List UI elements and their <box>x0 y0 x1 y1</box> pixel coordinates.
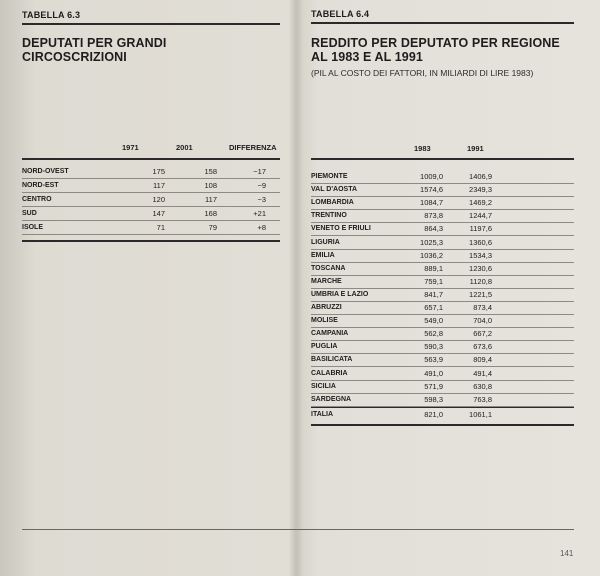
value-differenza: −9 <box>257 181 266 190</box>
table-row <box>311 171 574 184</box>
value-2001: 158 <box>204 167 217 176</box>
table-row <box>311 328 574 341</box>
region-name: VENETO E FRIULI <box>311 225 371 233</box>
table-row <box>311 354 574 367</box>
table-row <box>22 194 280 207</box>
value-1991: 667,2 <box>473 329 492 339</box>
region-name: CAMPANIA <box>311 330 349 338</box>
value-1991: 763,8 <box>473 394 492 404</box>
right-title-line-1: REDDITO PER DEPUTATO PER REGIONE <box>311 36 560 50</box>
value-1991: 630,8 <box>473 381 492 391</box>
table-row <box>22 166 280 179</box>
right-table-subtitle: (PIL AL COSTO DEI FATTORI, IN MILIARDI DI LIRE 1983) <box>311 68 534 78</box>
value-1991: 1244,7 <box>469 211 492 221</box>
table-row <box>311 276 574 289</box>
value-1991: 1230,6 <box>469 263 492 273</box>
table-row <box>311 237 574 250</box>
book-gutter <box>289 0 303 576</box>
value-1991: 1197,6 <box>469 224 492 234</box>
table-row <box>311 184 574 197</box>
value-1991: 809,4 <box>473 355 492 365</box>
value-1991: 873,4 <box>473 303 492 312</box>
value-1991: 2349,3 <box>469 185 492 195</box>
value-2001: 108 <box>204 181 217 190</box>
value-1991: 1534,3 <box>469 250 492 260</box>
value-1971: 71 <box>156 223 165 232</box>
right-bottom-rule <box>311 424 574 426</box>
value-1991: 1406,9 <box>469 172 492 181</box>
left-top-rule <box>22 23 280 25</box>
value-1983: 562,8 <box>424 329 443 339</box>
table-row <box>22 180 280 193</box>
region-name: TRENTINO <box>311 212 347 220</box>
left-title-line-2: CIRCOSCRIZIONI <box>22 50 127 64</box>
value-2001: 117 <box>205 195 217 204</box>
region-name: BASILICATA <box>311 356 353 364</box>
table-row <box>311 263 574 276</box>
table-row <box>311 250 574 263</box>
value-2001: 79 <box>208 223 217 232</box>
page-footer-rule <box>22 529 574 530</box>
right-title-line-2: AL 1983 E AL 1991 <box>311 50 423 64</box>
row-name: SUD <box>22 210 37 217</box>
region-name: EMILIA <box>311 251 335 259</box>
value-differenza: −17 <box>253 167 266 176</box>
left-table-title <box>22 36 167 64</box>
table-row <box>311 197 574 210</box>
value-1991: 1469,2 <box>469 198 492 208</box>
right-table-title <box>311 36 560 64</box>
value-differenza: +21 <box>253 209 266 218</box>
table-row <box>311 394 574 407</box>
table-row <box>311 210 574 223</box>
value-1983: 1084,7 <box>420 198 443 208</box>
value-2001: 168 <box>204 209 217 218</box>
region-name: MARCHE <box>311 277 342 285</box>
right-col-1991: 1991 <box>467 144 484 153</box>
value-1983: 657,1 <box>424 303 443 312</box>
right-col-1983: 1983 <box>414 144 431 153</box>
value-1983: 1574,6 <box>420 185 443 195</box>
value-1991: 704,0 <box>473 316 492 326</box>
value-1983: 590,3 <box>424 342 443 352</box>
region-name: ABRUZZI <box>311 304 342 311</box>
table-row <box>311 341 574 354</box>
left-col-1971: 1971 <box>122 143 139 152</box>
value-1991: 673,6 <box>473 342 492 352</box>
page-number: 141 <box>560 549 574 558</box>
table-row <box>22 208 280 221</box>
value-differenza: +8 <box>257 223 266 232</box>
region-name: UMBRIA E LAZIO <box>311 290 369 298</box>
left-header-rule <box>22 158 280 160</box>
right-top-rule <box>311 22 574 24</box>
region-name: VAL D'AOSTA <box>311 186 357 194</box>
table-row <box>311 315 574 328</box>
region-name: SICILIA <box>311 382 336 390</box>
value-1983: 1009,0 <box>420 172 443 181</box>
table-row <box>311 302 574 315</box>
value-1971: 120 <box>152 195 165 204</box>
value-differenza: −3 <box>257 195 266 204</box>
value-1983: 759,1 <box>424 276 443 286</box>
row-name: CENTRO <box>22 196 52 203</box>
left-col-2001: 2001 <box>176 143 193 152</box>
total-1983: 821,0 <box>424 410 443 419</box>
region-name: TOSCANA <box>311 264 346 272</box>
value-1991: 491,4 <box>473 368 492 378</box>
value-1983: 841,7 <box>424 289 443 299</box>
total-name: ITALIA <box>311 411 334 418</box>
value-1983: 571,9 <box>424 381 443 391</box>
value-1983: 491,0 <box>424 368 443 378</box>
value-1983: 873,8 <box>424 211 443 221</box>
region-name: PIEMONTE <box>311 173 348 180</box>
value-1971: 175 <box>152 167 165 176</box>
table-row <box>311 368 574 381</box>
left-col-differenza: DIFFERENZA <box>229 143 277 152</box>
table-row <box>311 381 574 394</box>
region-name: SARDEGNA <box>311 395 352 403</box>
region-name: LOMBARDIA <box>311 199 354 207</box>
value-1971: 117 <box>153 181 165 190</box>
table-row <box>311 223 574 236</box>
total-row <box>311 409 574 421</box>
region-name: MOLISE <box>311 317 338 325</box>
value-1983: 563,9 <box>424 355 443 365</box>
right-table-label: TABELLA 6.4 <box>311 9 370 19</box>
value-1983: 1025,3 <box>420 237 443 247</box>
value-1991: 1221,5 <box>469 289 492 299</box>
value-1983: 598,3 <box>424 394 443 404</box>
value-1983: 549,0 <box>424 316 443 326</box>
value-1991: 1360,6 <box>469 237 492 247</box>
value-1983: 864,3 <box>424 224 443 234</box>
region-name: CALABRIA <box>311 369 348 377</box>
row-name: NORD-EST <box>22 182 59 189</box>
right-header-rule <box>311 158 574 160</box>
row-name: ISOLE <box>22 224 44 231</box>
value-1983: 1036,2 <box>420 250 443 260</box>
table-row <box>311 289 574 302</box>
value-1983: 889,1 <box>424 263 443 273</box>
total-1991: 1061,1 <box>469 410 492 419</box>
left-title-line-1: DEPUTATI PER GRANDI <box>22 36 167 50</box>
table-row <box>22 222 280 235</box>
left-bottom-rule <box>22 240 280 242</box>
total-rule <box>311 407 574 408</box>
region-name: PUGLIA <box>311 343 338 351</box>
row-name: NORD-OVEST <box>22 168 69 175</box>
value-1991: 1120,8 <box>469 276 492 286</box>
region-name: LIGURIA <box>311 238 340 246</box>
value-1971: 147 <box>152 209 165 218</box>
left-table-label: TABELLA 6.3 <box>22 10 81 20</box>
